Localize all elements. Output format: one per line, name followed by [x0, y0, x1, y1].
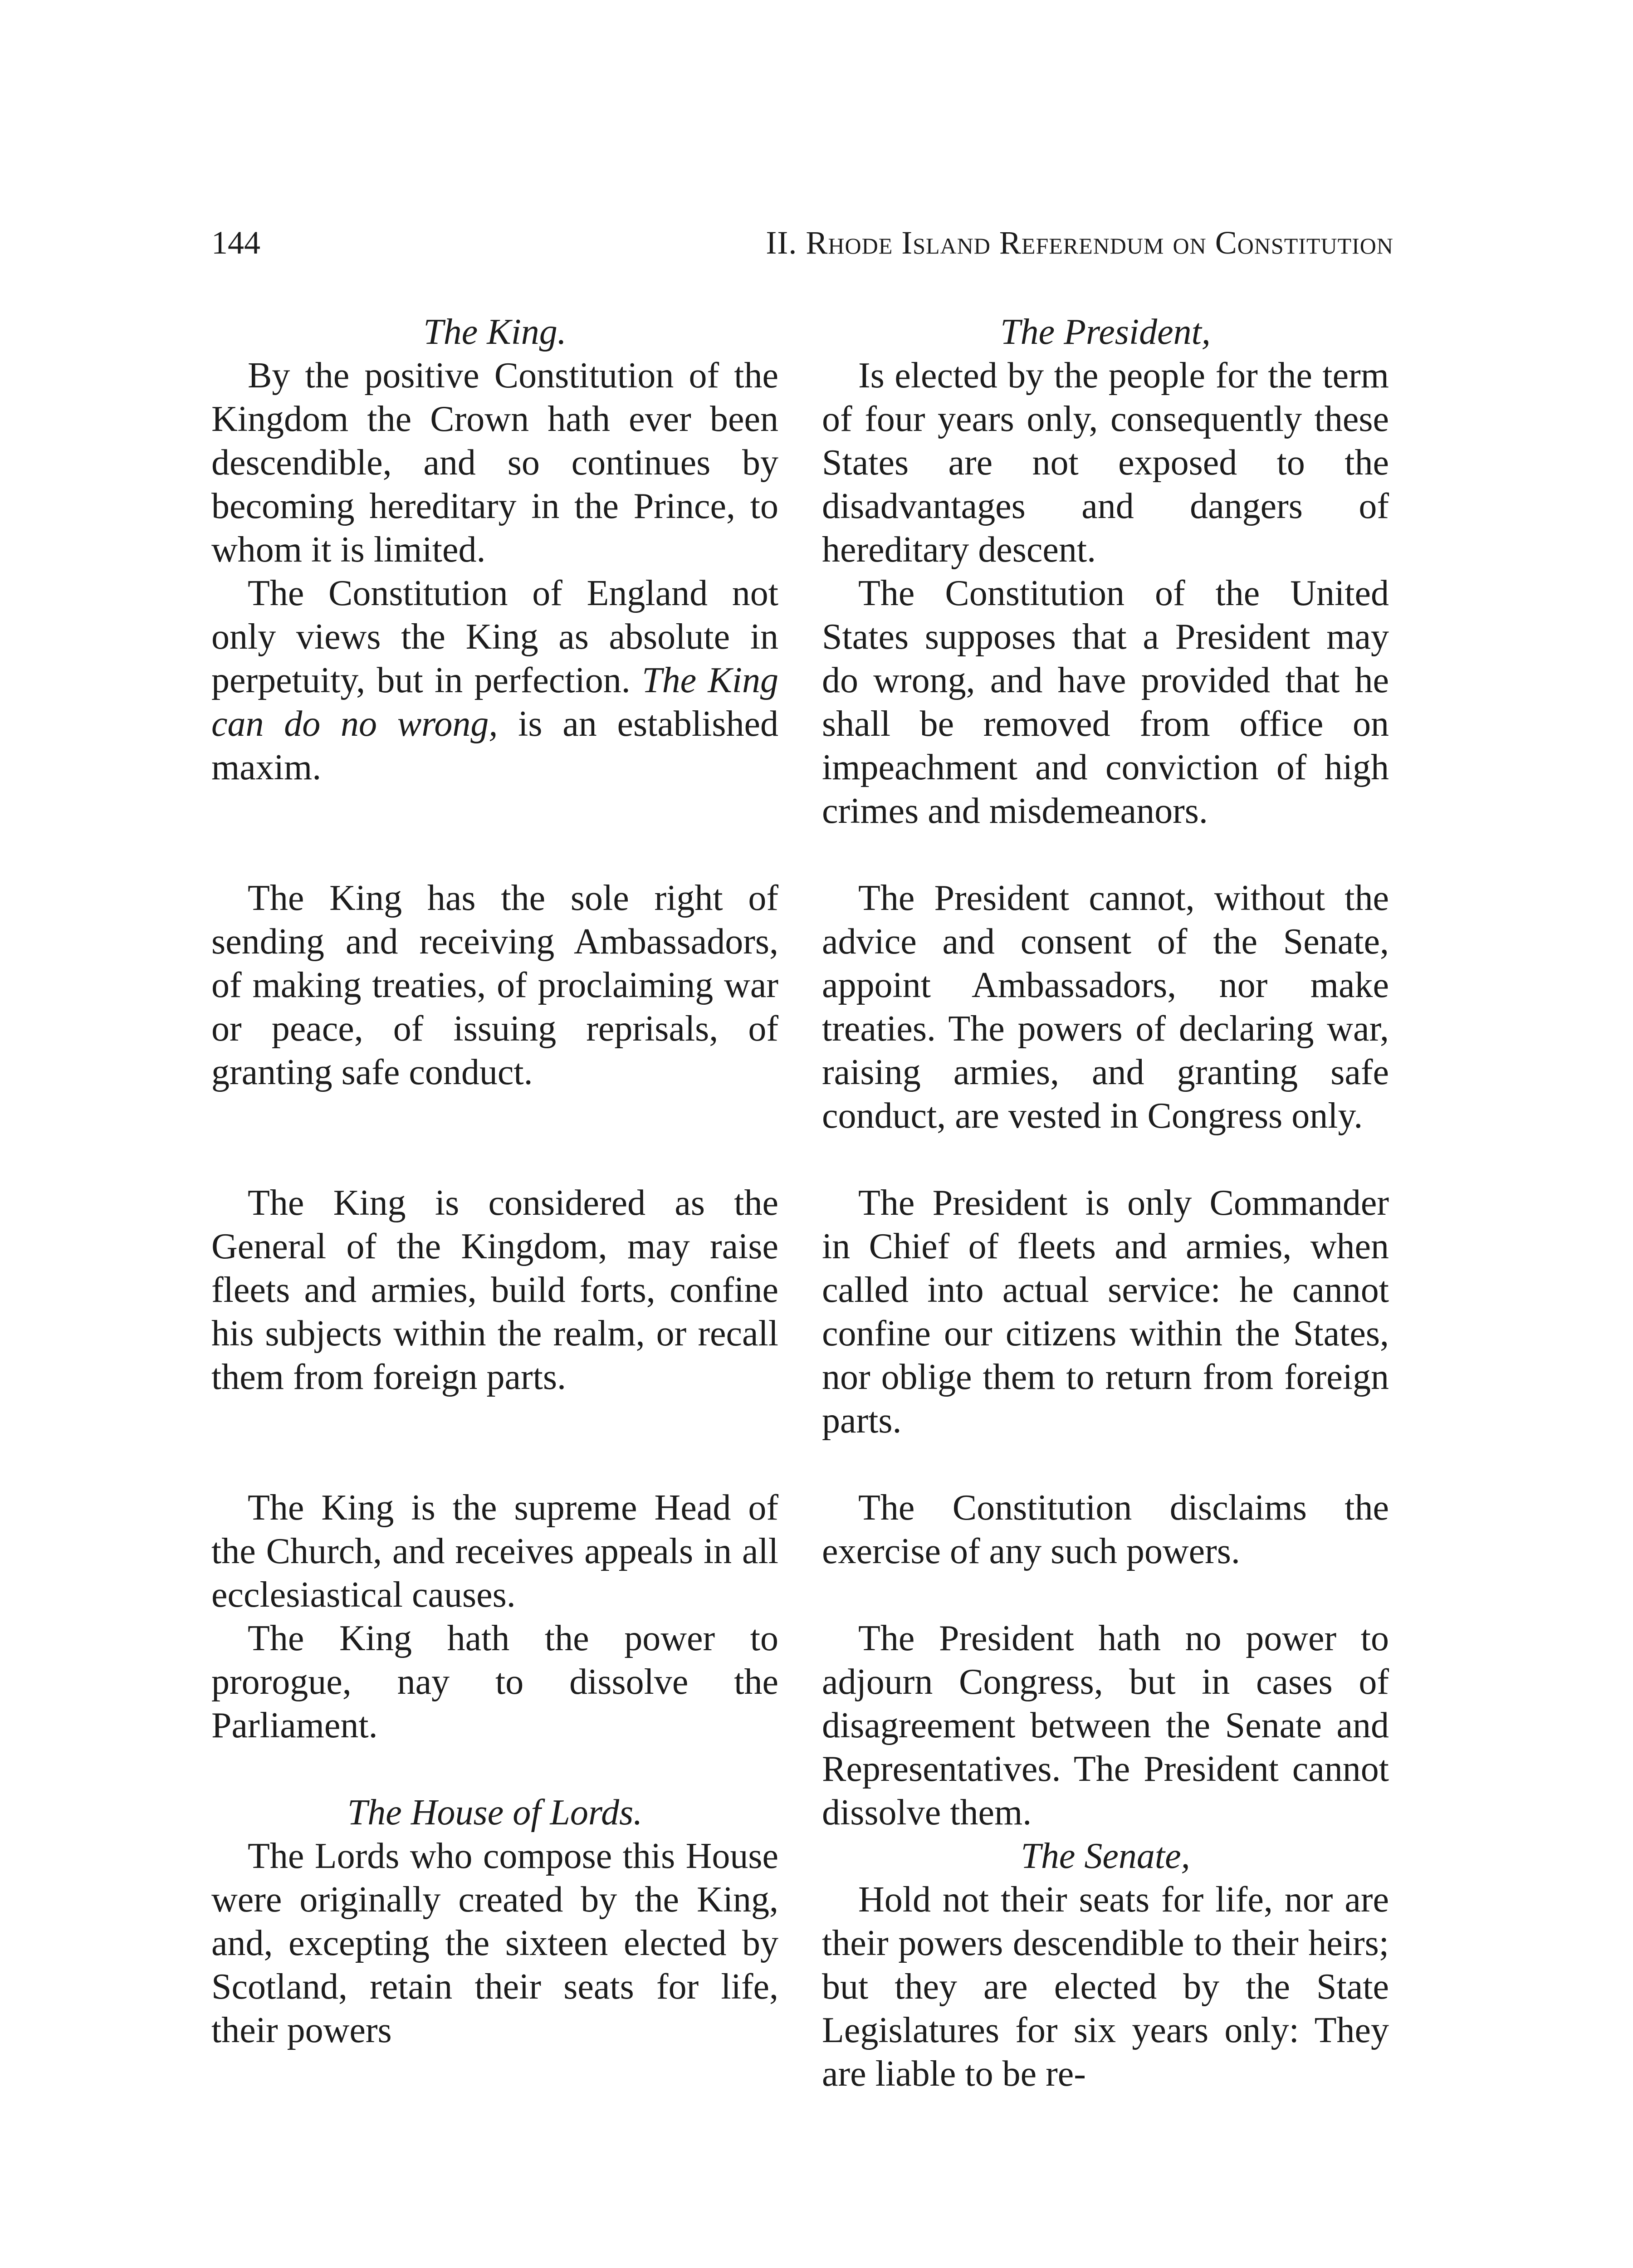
running-head [211, 218, 1393, 268]
paragraph: The King is the supreme Head of the Church, and receives appeals in all ecclesiastical causes. [211, 1488, 778, 1615]
church-block-left [211, 1486, 778, 1747]
paragraph: The King is considered as the General of the Kingdom, may raise fleets and armies, build forts, confine his subjects within the realm, or recall them from foreign parts. [211, 1183, 778, 1397]
paragraph: The King has the sole right of sending and receiving Ambassadors, of making treaties, of proclaiming war or peace, of issuing reprisals, of granting safe conduct. [211, 878, 778, 1092]
paragraph: By the positive Constitution of the Kingdom the Crown hath ever been descendible, and so continues by becoming hereditary in the Prince, to whom it is limited. [211, 356, 778, 570]
paragraph: The President cannot, without the advice and consent of the Senate, appoint Ambassadors, nor make treaties. The powers of declaring war, raising armies, and granting safe conduct, are vested in Congress only. [822, 878, 1389, 1136]
paragraph: The King hath the power to prorogue, nay to dissolve the Parliament. [211, 1618, 778, 1745]
ambassadors-block-right [822, 876, 1389, 1138]
section-heading-lords: The House of Lords. [347, 1793, 643, 1833]
paragraph-text: is an established maxim. [211, 704, 779, 787]
president-section [822, 310, 1389, 833]
paragraph: The Constitution disclaims the exercise of any such powers. [822, 1488, 1389, 1571]
page-number: 144 [211, 225, 260, 261]
military-block-right [822, 1181, 1389, 1442]
section-heading-king: The King. [423, 312, 567, 352]
maxim-text: The King can do no wrong, [211, 660, 778, 744]
paragraph: The Lords who compose this House were originally created by the King, and, excepting the sixteen elected by Scotland, retain their seats for life, their powers [211, 1836, 778, 2050]
lords-section [211, 1791, 778, 2052]
military-block-left [211, 1181, 778, 1399]
paragraph: Is elected by the people for the term of four years only, consequently these States are not exposed to the disadvantages and dangers of hereditary descent. [822, 356, 1389, 570]
paragraph: Hold not their seats for life, nor are their powers descendible to their heirs; but they are elected by the State Legislatures for six years only: They are liable to be re- [822, 1880, 1389, 2094]
paragraph: The President hath no power to adjourn Congress, but in cases of disagreement between the Senate and Representatives. The President cannot dissolve them. [822, 1618, 1389, 1833]
ambassadors-block-left [211, 876, 778, 1094]
congress-block-right [822, 1617, 1389, 2096]
running-title: II. Rhode Island Referendum on Constitution [766, 225, 1393, 261]
paragraph [211, 572, 778, 789]
paragraph: The President is only Commander in Chief of fleets and armies, when called into actual service: he cannot confine our citizens within the States, nor oblige them to return from foreign parts. [822, 1183, 1389, 1441]
king-section [211, 310, 778, 789]
paragraph: The Constitution of the United States supposes that a President may do wrong, and have provided that he shall be removed from office on impeachment and conviction of high crimes and misdemeanors. [822, 573, 1389, 831]
paragraph-text: The Constitution of England not only views the King as absolute in perpetuity, but in perfection. [211, 573, 778, 700]
section-heading-president: The President, [1000, 312, 1211, 352]
church-block-right [822, 1486, 1389, 1573]
section-heading-senate: The Senate, [1021, 1836, 1190, 1876]
